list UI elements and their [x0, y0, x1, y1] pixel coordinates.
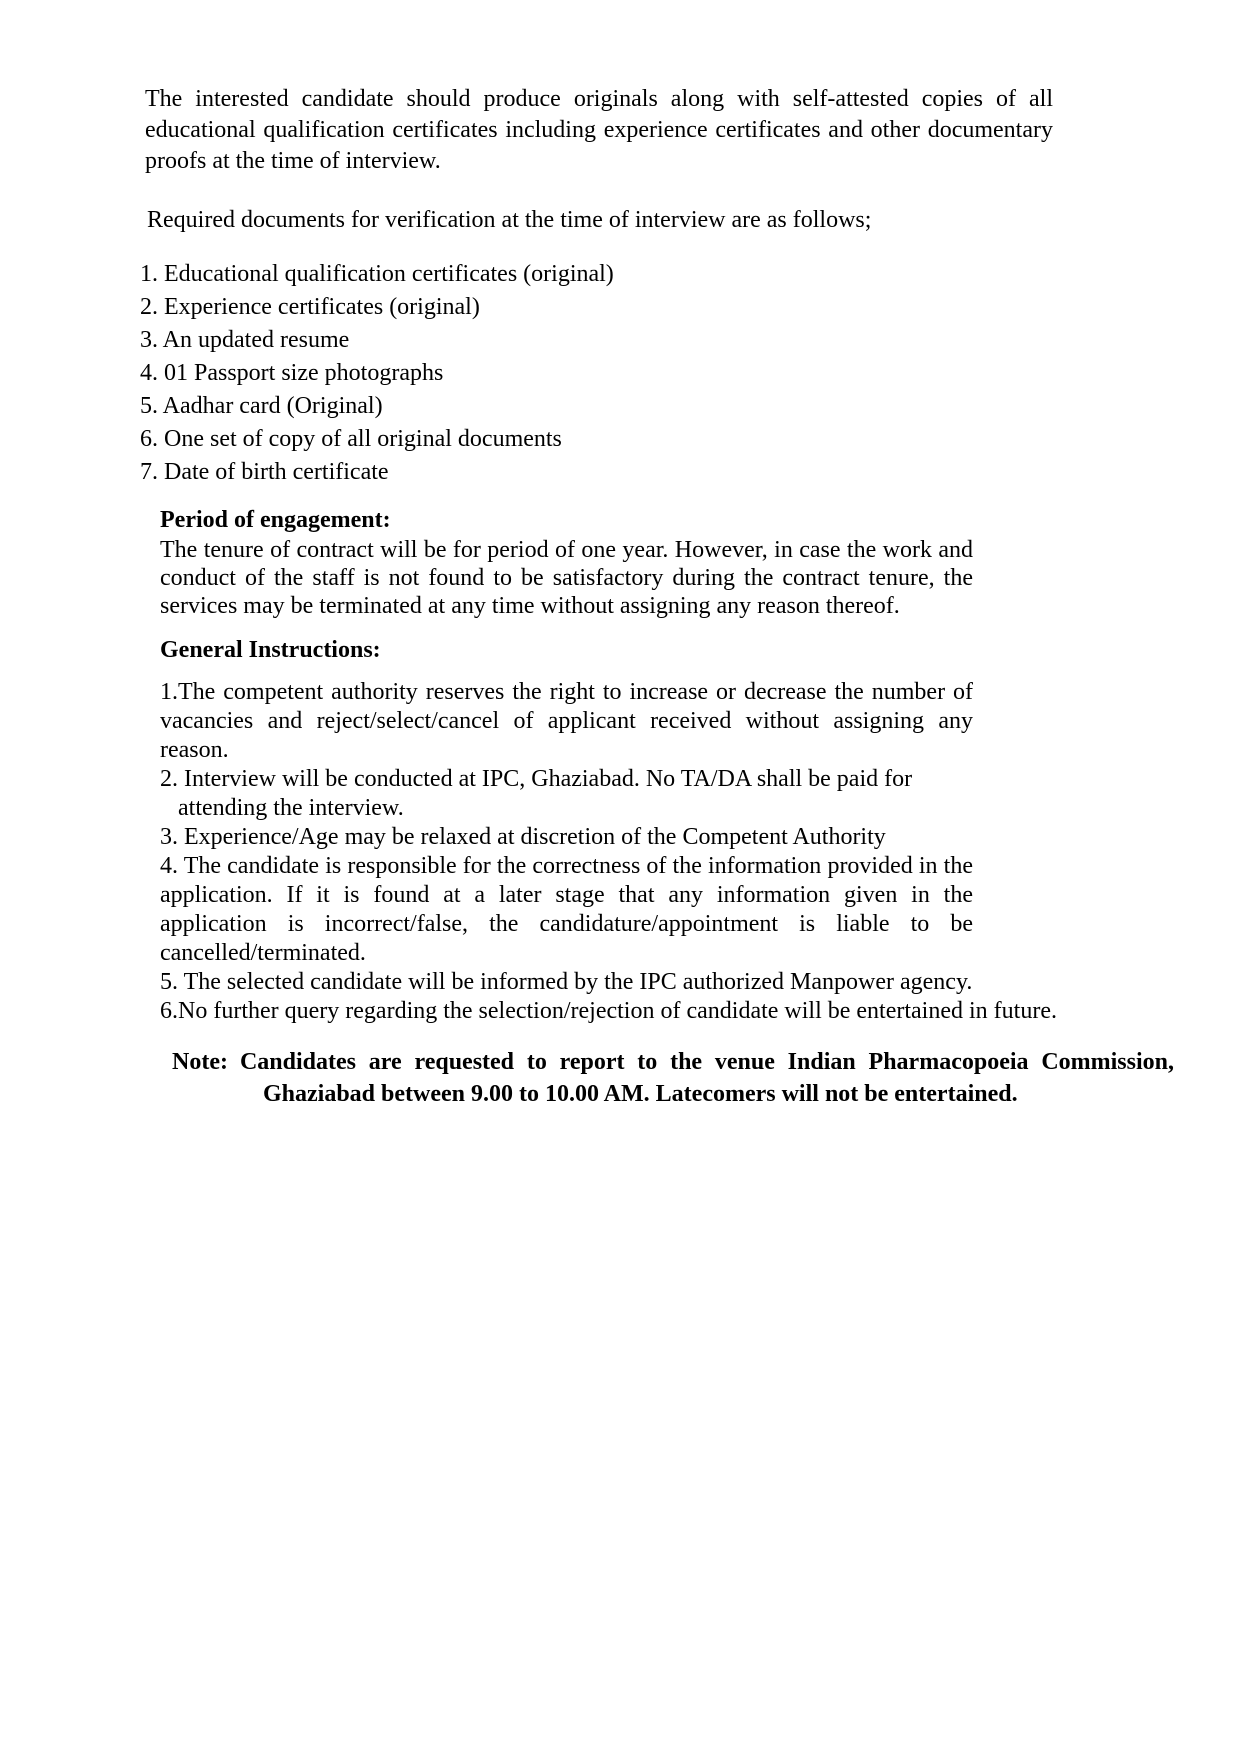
general-instructions-list: [160, 678, 1241, 1026]
list-item: 4. 01 Passport size photographs: [140, 360, 444, 386]
period-of-engagement-heading: Period of engagement:: [160, 507, 391, 533]
required-docs-heading: Required documents for verification at the time of interview are as follows;: [147, 207, 872, 233]
list-item: 6. One set of copy of all original documents: [140, 426, 562, 452]
list-item: 5. Aadhar card (Original): [140, 393, 383, 419]
general-instruction-item: 5. The selected candidate will be informed by the IPC authorized Manpower agency.: [160, 969, 973, 995]
period-of-engagement-body: The tenure of contract will be for period of one year. However, in case the work and conduct of the staff is not found to be satisfactory during the contract tenure, the services may be terminated at any time without assigning any reason thereof.: [160, 537, 973, 619]
general-instruction-item: 2. Interview will be conducted at IPC, Ghaziabad. No TA/DA shall be paid for attending the interview.: [160, 766, 913, 821]
list-item: 1. Educational qualification certificates (original): [140, 261, 614, 287]
list-item: 3. An updated resume: [140, 327, 350, 353]
general-instruction-item: 4. The candidate is responsible for the correctness of the information provided in the application. If it is found at a later stage that any information given in the application is incorrect/false, the candidature/appointment is liable to be cancelled/terminated.: [160, 853, 973, 966]
note-label: Note:: [172, 1049, 228, 1075]
general-instruction-item: 6.No further query regarding the selection/rejection of candidate will be entertained in future.: [160, 998, 1057, 1024]
required-docs-list: [140, 258, 1241, 489]
general-instructions-heading: General Instructions:: [160, 637, 381, 663]
general-instruction-item: 3. Experience/Age may be relaxed at discretion of the Competent Authority: [160, 824, 886, 850]
note-paragraph: [172, 1046, 1174, 1110]
note-body: Candidates are requested to report to the venue Indian Pharmacopoeia Commission, Ghaziabad between 9.00 to 10.00 AM. Latecomers will not be entertained.: [239, 1049, 1174, 1107]
general-instruction-item: 1.The competent authority reserves the right to increase or decrease the number of vacancies and reject/select/cancel of applicant received without assigning any reason.: [160, 679, 973, 763]
list-item: 2. Experience certificates (original): [140, 294, 480, 320]
list-item: 7. Date of birth certificate: [140, 459, 389, 485]
intro-paragraph: The interested candidate should produce originals along with self-attested copies of all educational qualification certificates including experience certificates and other documentary proofs at the time of interview.: [145, 86, 1053, 174]
